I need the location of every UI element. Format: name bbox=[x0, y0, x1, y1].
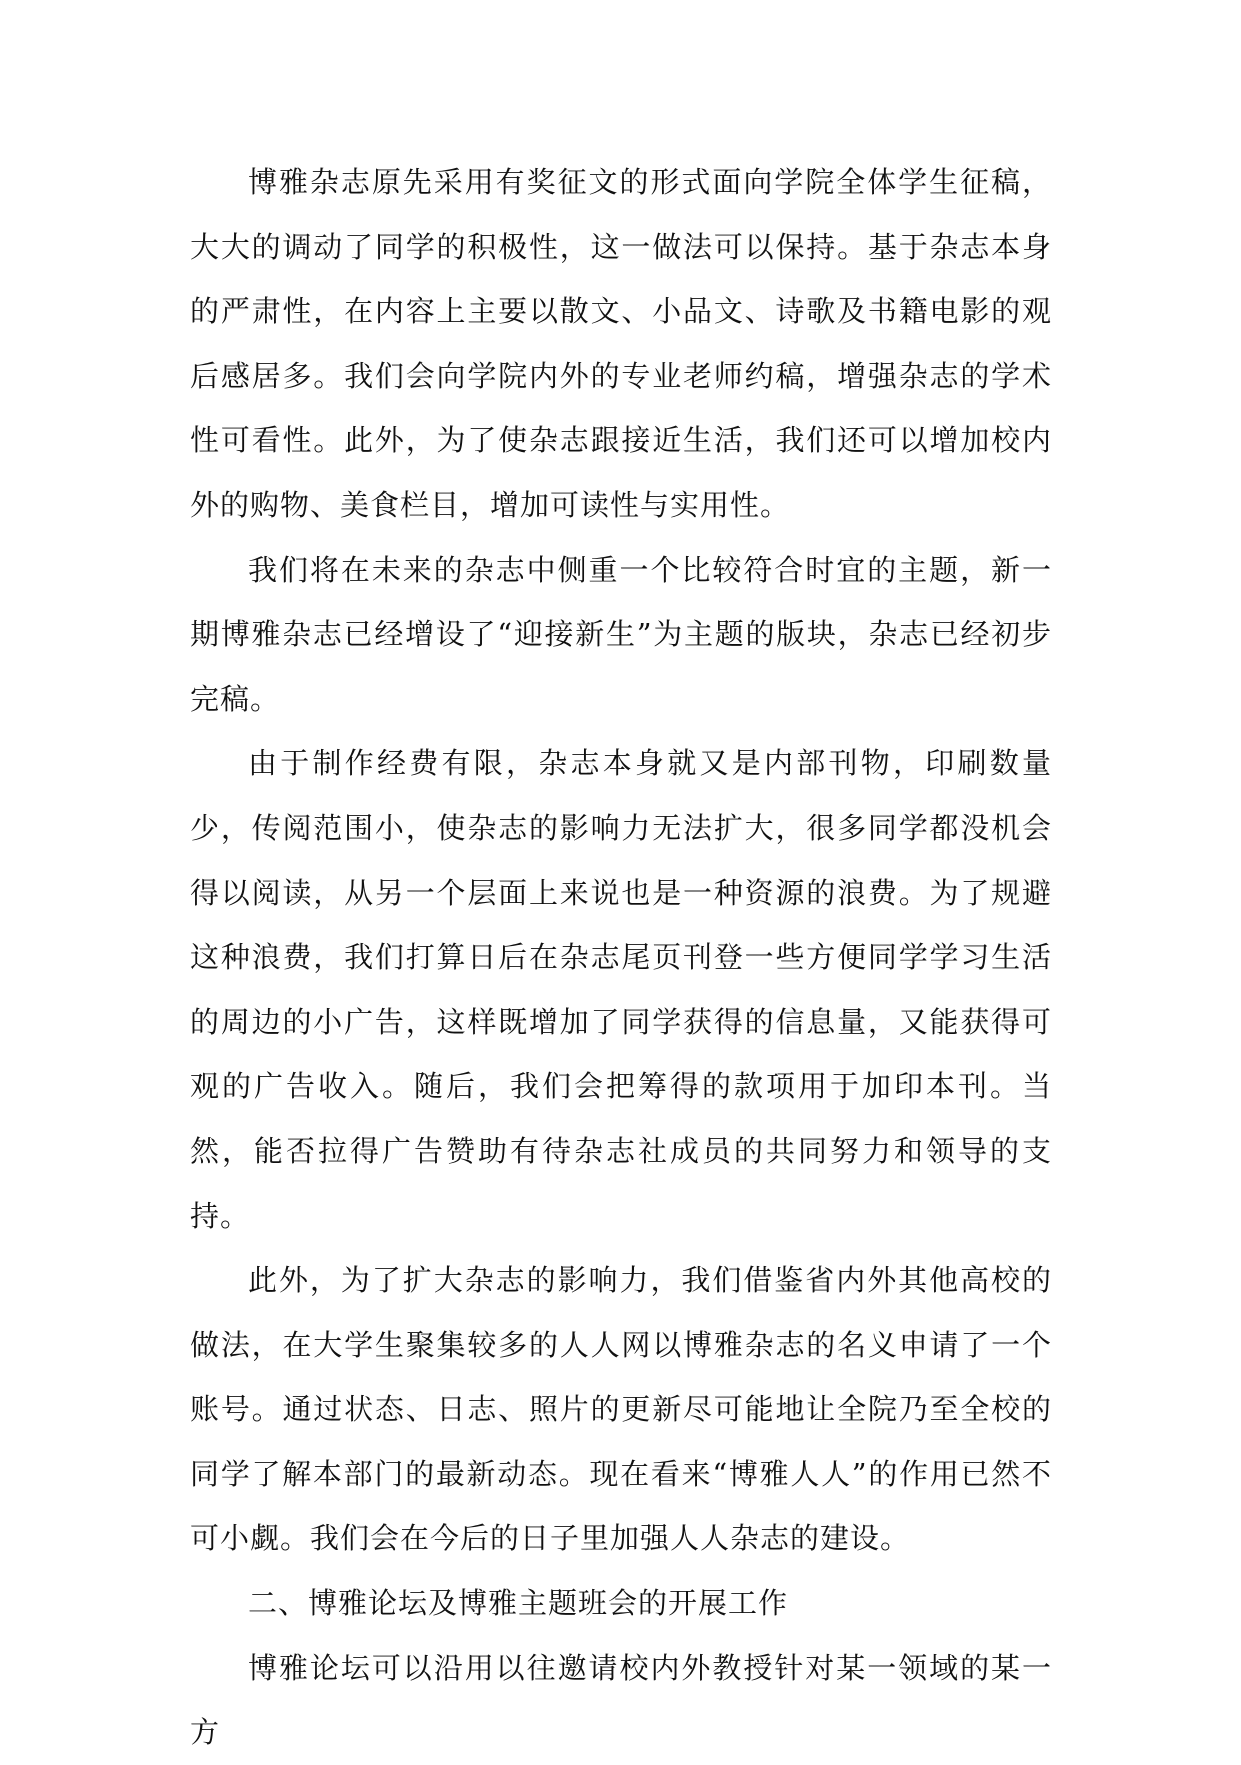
document-page bbox=[190, 150, 1052, 1765]
paragraph-magazine-theme: 我们将在未来的杂志中侧重一个比较符合时宜的主题，新一期博雅杂志已经增设了“迎接新生”为主题的版块，杂志已经初步完稿。 bbox=[190, 552, 1052, 716]
paragraph-renren-account: 此外，为了扩大杂志的影响力，我们借鉴省内外其他高校的做法，在大学生聚集较多的人人网以博雅杂志的名义申请了一个账号。通过状态、日志、照片的更新尽可能地让全院乃至全校的同学了解本部门的最新动态。现在看来“博雅人人”的作用已然不可小觑。我们会在今后的日子里加强人人杂志的建设。 bbox=[190, 1263, 1052, 1556]
section-heading-forum: 二、博雅论坛及博雅主题班会的开展工作 bbox=[248, 1586, 789, 1621]
paragraph-magazine-submissions: 博雅杂志原先采用有奖征文的形式面向学院全体学生征稿，大大的调动了同学的积极性，这一做法可以保持。基于杂志本身的严肃性，在内容上主要以散文、小品文、诗歌及书籍电影的观后感居多。我们会向学院内外的专业老师约稿，增强杂志的学术性可看性。此外，为了使杂志跟接近生活，我们还可以增加校内外的购物、美食栏目，增加可读性与实用性。 bbox=[190, 165, 1052, 522]
paragraph-magazine-funding: 由于制作经费有限，杂志本身就又是内部刊物，印刷数量少，传阅范围小，使杂志的影响力无法扩大，很多同学都没机会得以阅读，从另一个层面上来说也是一种资源的浪费。为了规避这种浪费，我们打算日后在杂志尾页刊登一些方便同学学习生活的周边的小广告，这样既增加了同学获得的信息量，又能获得可观的广告收入。随后，我们会把筹得的款项用于加印本刊。当然，能否拉得广告赞助有待杂志社成员的共同努力和领导的支持。 bbox=[190, 746, 1052, 1233]
paragraph-forum-intro: 博雅论坛可以沿用以往邀请校内外教授针对某一领域的某一方 bbox=[190, 1650, 1052, 1750]
